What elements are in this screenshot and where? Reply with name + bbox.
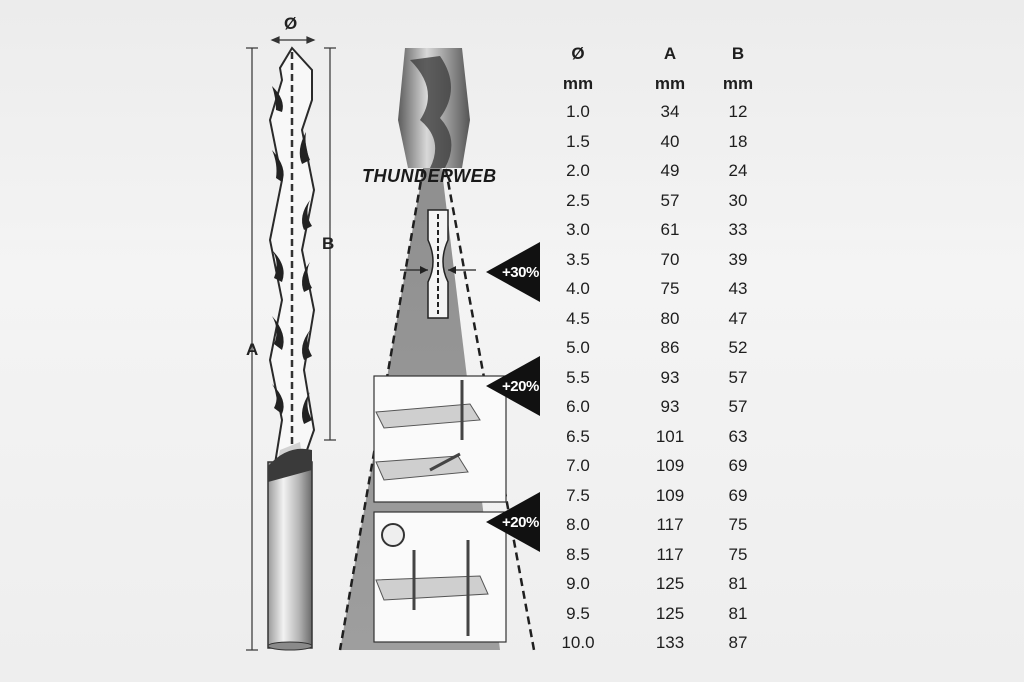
- cell-b: 33: [728, 220, 748, 239]
- cell-a: 125: [655, 574, 685, 593]
- cell-b: 87: [728, 633, 748, 652]
- cell-a: 34: [660, 102, 680, 121]
- length-b-label: B: [322, 234, 335, 253]
- cell-diameter: 3.0: [566, 220, 590, 239]
- cell-diameter: 5.0: [566, 338, 590, 357]
- cell-b: 63: [728, 426, 748, 446]
- unit-b: mm: [722, 74, 754, 93]
- header-diameter: Ø: [571, 44, 585, 63]
- cell-a: 101: [655, 426, 685, 446]
- cell-b: 57: [728, 367, 748, 387]
- cell-diameter: 4.5: [566, 308, 590, 328]
- cell-diameter: 1.5: [566, 131, 590, 151]
- cell-a: 75: [660, 279, 680, 298]
- cell-b: 69: [728, 485, 748, 505]
- cell-b: 18: [728, 131, 748, 151]
- cell-b: 75: [728, 544, 748, 564]
- cell-b: 24: [728, 161, 748, 180]
- badge-panel-2-increase: +20%: [502, 514, 539, 531]
- cell-a: 109: [655, 456, 685, 475]
- cell-b: 30: [728, 190, 748, 210]
- drill-flute: [270, 48, 314, 470]
- cell-diameter: 7.0: [566, 456, 590, 475]
- cell-a: 49: [660, 161, 680, 180]
- cell-diameter: 1.0: [566, 102, 590, 121]
- cell-a: 61: [660, 220, 680, 239]
- cell-a: 80: [660, 308, 680, 328]
- cell-diameter: 6.0: [566, 397, 590, 416]
- brand-label: THUNDERWEB: [362, 166, 497, 186]
- length-a-label: A: [246, 340, 259, 359]
- application-panel-1: [374, 376, 506, 502]
- cell-a: 86: [660, 338, 680, 357]
- unit-a: mm: [654, 74, 686, 93]
- diameter-label: Ø: [284, 14, 298, 33]
- cell-diameter: 2.5: [566, 190, 590, 210]
- cell-b: 43: [728, 279, 748, 298]
- cell-a: 133: [655, 633, 685, 652]
- badge-panel-1-increase: +20%: [502, 378, 539, 395]
- cell-a: 57: [660, 190, 680, 210]
- cell-diameter: 7.5: [566, 485, 590, 505]
- cell-a: 70: [660, 249, 680, 269]
- cell-a: 117: [656, 544, 684, 564]
- cell-a: 117: [656, 515, 684, 534]
- cell-diameter: 2.0: [566, 161, 590, 180]
- header-b: B: [731, 44, 745, 63]
- cell-a: 40: [660, 131, 680, 151]
- application-panel-2: [374, 512, 506, 642]
- header-a: A: [663, 44, 677, 63]
- cell-b: 47: [728, 308, 748, 328]
- cell-diameter: 3.5: [566, 249, 590, 269]
- cell-b: 52: [728, 338, 748, 357]
- cell-diameter: 5.5: [566, 367, 590, 387]
- cell-diameter: 8.0: [566, 515, 590, 534]
- cell-b: 12: [728, 102, 748, 121]
- cell-b: 39: [728, 249, 748, 269]
- cell-b: 75: [728, 515, 748, 534]
- cell-b: 69: [728, 456, 748, 475]
- cell-a: 109: [655, 485, 685, 505]
- drill-shank: [268, 449, 312, 650]
- unit-diameter: mm: [562, 74, 594, 93]
- cell-a: 93: [660, 397, 680, 416]
- cell-b: 81: [728, 574, 748, 593]
- cell-b: 81: [728, 603, 748, 623]
- cell-b: 57: [728, 397, 748, 416]
- cell-a: 93: [660, 367, 680, 387]
- cell-diameter: 8.5: [566, 544, 590, 564]
- cell-diameter: 6.5: [566, 426, 590, 446]
- badge-web-increase: +30%: [502, 264, 539, 281]
- cell-diameter: 4.0: [566, 279, 590, 298]
- cell-diameter: 9.5: [566, 603, 590, 623]
- cell-diameter: 10.0: [561, 633, 595, 652]
- cell-diameter: 9.0: [566, 574, 590, 593]
- cell-a: 125: [655, 603, 685, 623]
